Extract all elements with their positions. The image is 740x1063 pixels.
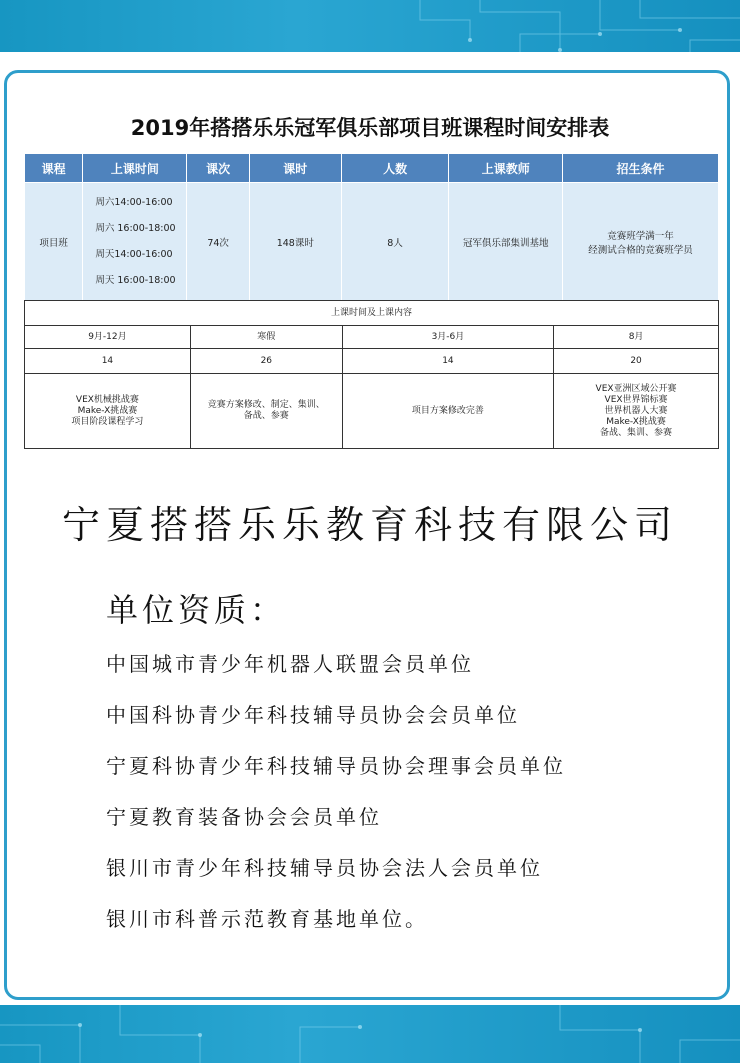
header-cell: 上课时间 <box>83 154 187 183</box>
time-slot: 周六 16:00-18:00 <box>95 223 176 234</box>
count-cell: 20 <box>554 349 719 374</box>
count-cell: 26 <box>190 349 342 374</box>
header-cell: 人数 <box>341 154 449 183</box>
list-item: 银川市青少年科技辅导员协会法人会员单位 <box>106 856 543 880</box>
sessions-cell: 74次 <box>187 183 249 302</box>
requirement-line: 经测试合格的竞赛班学员 <box>588 245 693 256</box>
content-line: 竞赛方案修改、制定、集训、 <box>207 400 325 410</box>
time-slot: 周天14:00-16:00 <box>95 249 173 260</box>
course-table <box>24 153 719 302</box>
content-line: VEX世界锦标赛 <box>604 394 668 405</box>
list-item: 宁夏科协青少年科技辅导员协会理事会员单位 <box>106 754 566 778</box>
list-item: 中国科协青少年科技辅导员协会会员单位 <box>106 703 520 727</box>
times-cell <box>83 183 187 302</box>
page-title: 2019年搭搭乐乐冠军俱乐部项目班课程时间安排表 <box>130 116 610 140</box>
circuit-pattern-icon <box>0 1005 740 1063</box>
course-cell: 项目班 <box>25 183 83 302</box>
header-cell: 招生条件 <box>562 154 718 183</box>
period-cell: 寒假 <box>190 326 342 349</box>
requirement-line: 竞赛班学满一年 <box>607 231 674 242</box>
teacher-cell: 冠军俱乐部集训基地 <box>449 183 563 302</box>
content-cell <box>342 374 553 449</box>
header-cell: 课次 <box>187 154 249 183</box>
circuit-pattern-icon <box>0 0 740 52</box>
content-line: 世界机器人大赛 <box>604 405 668 416</box>
content-line: 备战、参赛 <box>243 411 289 421</box>
schedule-caption: 上课时间及上课内容 <box>25 301 719 326</box>
course-table-header <box>25 154 719 183</box>
header-cell: 课时 <box>249 154 341 183</box>
content-cell <box>554 374 719 449</box>
period-cell: 9月-12月 <box>25 326 191 349</box>
time-slot: 周六14:00-16:00 <box>95 197 173 208</box>
requirement-cell <box>562 183 718 302</box>
content-line: VEX机械挑战赛 <box>75 394 139 405</box>
content-line: 项目方案修改完善 <box>411 405 484 416</box>
count-cell: 14 <box>342 349 553 374</box>
schedule-table <box>24 300 719 449</box>
table-row <box>25 183 719 302</box>
header-cell: 课程 <box>25 154 83 183</box>
content-cell <box>25 374 191 449</box>
hours-cell: 148课时 <box>249 183 341 302</box>
qualification-list <box>106 648 566 954</box>
time-slot: 周天 16:00-18:00 <box>95 275 176 286</box>
content-cell <box>190 374 342 449</box>
period-cell: 3月-6月 <box>342 326 553 349</box>
company-name: 宁夏搭搭乐乐教育科技有限公司 <box>61 503 678 547</box>
people-cell: 8人 <box>341 183 449 302</box>
list-item: 中国城市青少年机器人联盟会员单位 <box>106 652 474 676</box>
bottom-decorative-band <box>0 1005 740 1063</box>
period-cell: 8月 <box>554 326 719 349</box>
list-item: 银川市科普示范教育基地单位。 <box>106 907 428 931</box>
content-line: VEX亚洲区域公开赛 <box>595 383 677 394</box>
content-line: Make-X挑战赛 <box>606 416 666 427</box>
qualification-title: 单位资质： <box>106 591 287 629</box>
content-line: 备战、集训、参赛 <box>600 427 673 438</box>
content-line: Make-X挑战赛 <box>77 405 138 416</box>
count-cell: 14 <box>25 349 191 374</box>
content-line: 项目阶段课程学习 <box>71 416 144 427</box>
list-item: 宁夏教育装备协会会员单位 <box>106 805 382 829</box>
header-cell: 上课教师 <box>449 154 563 183</box>
top-decorative-band <box>0 0 740 52</box>
